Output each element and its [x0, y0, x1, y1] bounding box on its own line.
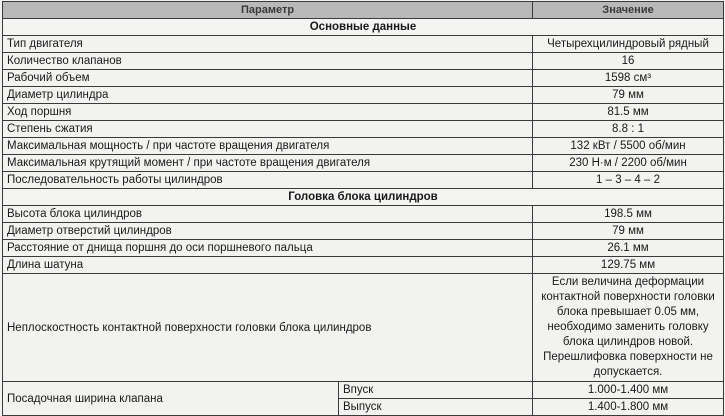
param-cell: Диаметр цилиндра — [3, 87, 533, 104]
table-row — [3, 138, 724, 155]
table-row — [3, 53, 724, 70]
param-cell: Степень сжатия — [3, 121, 533, 138]
table-row — [3, 70, 724, 87]
param-cell: Расстояние от днища поршня до оси поршневого пальца — [3, 240, 533, 257]
table-row — [3, 223, 724, 240]
table-row — [3, 172, 724, 189]
table-row — [3, 87, 724, 104]
value-cell: 129.75 мм — [533, 257, 724, 274]
value-cell: 1.000-1.400 мм — [533, 382, 724, 399]
value-cell: 26.1 мм — [533, 240, 724, 257]
value-cell: 198.5 мм — [533, 206, 724, 223]
section-row — [3, 189, 724, 206]
table-row — [3, 155, 724, 172]
param-cell: Количество клапанов — [3, 53, 533, 70]
value-cell: 230 Н·м / 2200 об/мин — [533, 155, 724, 172]
engine-spec-table — [2, 1, 724, 416]
value-cell: 79 мм — [533, 87, 724, 104]
value-note-cell: Если величина деформации контактной поверхности головки блока превышает 0.05 мм, необходимо заменить головку блока цилиндров новой. Перешлифовка поверхности не допускается. — [533, 274, 724, 382]
param-cell: Посадочная ширина клапана — [3, 382, 339, 416]
param-cell: Рабочий объем — [3, 70, 533, 87]
table-row — [3, 206, 724, 223]
sub-param-cell: Выпуск — [339, 399, 533, 416]
value-cell: Четырехцилиндровый рядный — [533, 36, 724, 53]
value-cell: 132 кВт / 5500 об/мин — [533, 138, 724, 155]
table-row — [3, 274, 724, 382]
table-row — [3, 240, 724, 257]
value-cell: 1598 см³ — [533, 70, 724, 87]
param-cell: Длина шатуна — [3, 257, 533, 274]
value-cell: 8.8 : 1 — [533, 121, 724, 138]
param-cell: Максимальная мощность / при частоте вращения двигателя — [3, 138, 533, 155]
param-cell: Ход поршня — [3, 104, 533, 121]
header-param: Параметр — [3, 2, 533, 19]
value-cell: 81.5 мм — [533, 104, 724, 121]
table-row — [3, 257, 724, 274]
header-value: Значение — [533, 2, 724, 19]
spec-table-container — [2, 1, 723, 414]
table-row — [3, 104, 724, 121]
value-cell: 79 мм — [533, 223, 724, 240]
table-header — [3, 2, 724, 19]
param-cell: Тип двигателя — [3, 36, 533, 53]
param-cell: Максимальная крутящий момент / при частоте вращения двигателя — [3, 155, 533, 172]
table-row — [3, 382, 724, 399]
param-cell: Последовательность работы цилиндров — [3, 172, 533, 189]
param-cell: Неплоскостность контактной поверхности головки блока цилиндров — [3, 274, 533, 382]
section-title-head: Головка блока цилиндров — [3, 189, 724, 206]
sub-param-cell: Впуск — [339, 382, 533, 399]
value-cell: 1 – 3 – 4 – 2 — [533, 172, 724, 189]
value-cell: 16 — [533, 53, 724, 70]
value-cell: 1.400-1.800 мм — [533, 399, 724, 416]
param-cell: Высота блока цилиндров — [3, 206, 533, 223]
table-row — [3, 36, 724, 53]
section-title-main: Основные данные — [3, 19, 724, 36]
section-row — [3, 19, 724, 36]
param-cell: Диаметр отверстий цилиндров — [3, 223, 533, 240]
table-row — [3, 121, 724, 138]
